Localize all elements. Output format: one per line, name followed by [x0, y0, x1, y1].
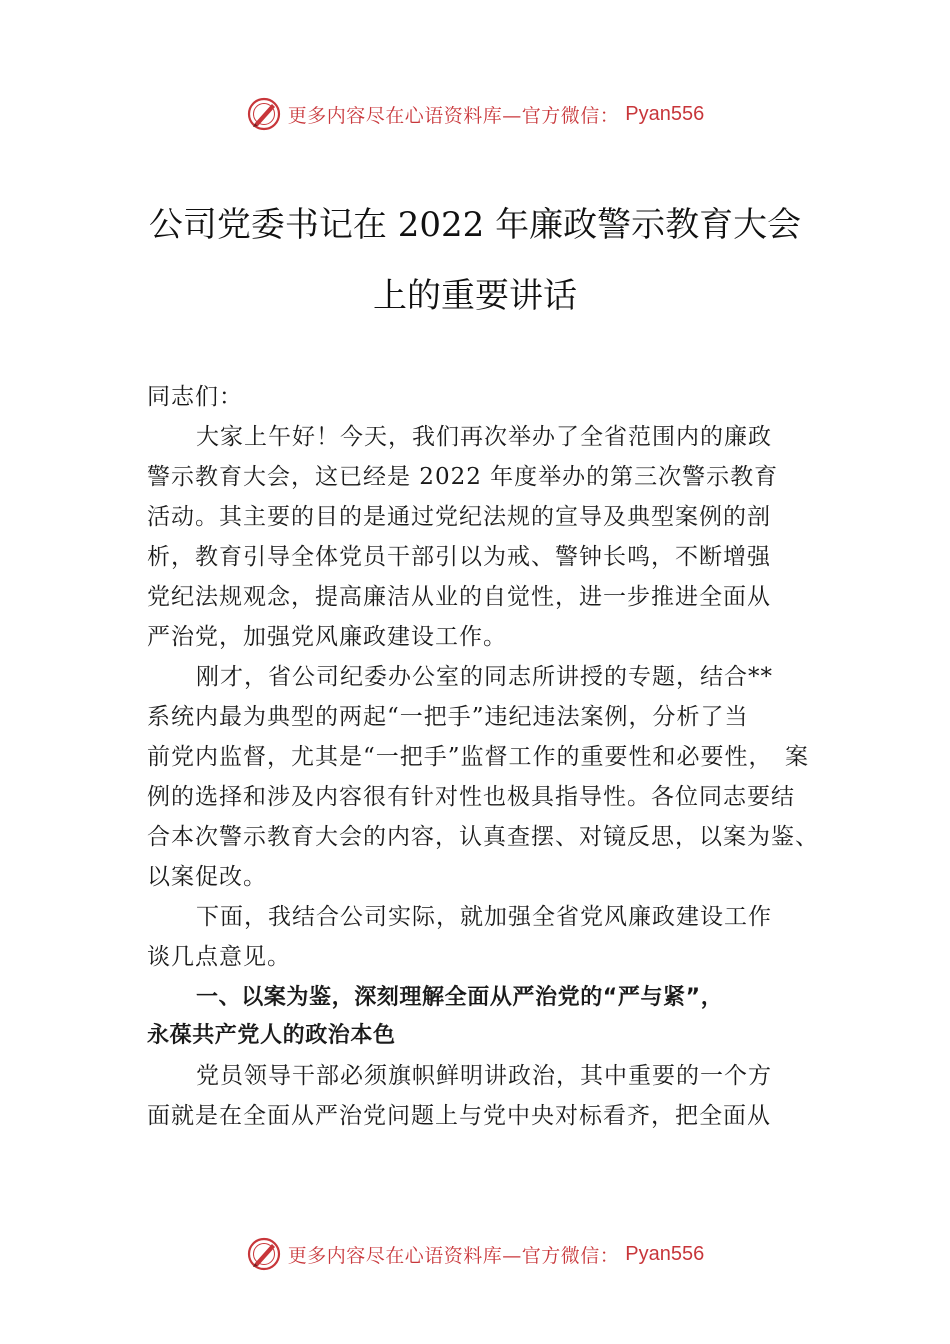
body-line: 刚才，省公司纪委办公室的同志所讲授的专题，结合**: [196, 664, 773, 690]
body-line: 党纪法规观念，提高廉洁从业的自觉性，进一步推进全面从: [147, 584, 771, 610]
watermark-wechat-id: Pyan556: [625, 1242, 705, 1265]
body-line: 大家上午好！今天，我们再次举办了全省范围内的廉政: [196, 424, 772, 450]
body-line: 合本次警示教育大会的内容，认真查摆、对镜反思，以案为鉴、: [147, 824, 819, 850]
body-line: 党员领导干部必须旗帜鲜明讲政治，其中重要的一个方: [196, 1063, 772, 1089]
body-line: 前党内监督，尤其是“一把手”监督工作的重要性和必要性， 案: [147, 744, 810, 770]
salutation: 同志们：: [147, 384, 243, 410]
watermark-text: 更多内容尽在心语资料库—官方微信：: [287, 104, 620, 127]
body-line: 谈几点意见。: [147, 944, 291, 970]
section-heading-line-2: 永葆共产党人的政治本色: [147, 1023, 396, 1048]
section-heading-line-1: 一、以案为鉴，深刻理解全面从严治党的“严与紧”，: [196, 985, 724, 1010]
body-line: 活动。其主要的目的是通过党纪法规的宣导及典型案例的剖: [147, 504, 771, 530]
document-title-line-1: 公司党委书记在 2022 年廉政警示教育大会: [148, 205, 802, 245]
body-line: 下面，我结合公司实际，就加强全省党风廉政建设工作: [196, 904, 772, 930]
body-line: 例的选择和涉及内容很有针对性也极具指导性。各位同志要结: [147, 784, 795, 810]
body-line: 以案促改。: [147, 864, 267, 890]
footer-watermark: [0, 1232, 950, 1276]
body-line: 系统内最为典型的两起“一把手”违纪违法案例，分析了当: [147, 704, 749, 730]
body-line: 析，教育引导全体党员干部引以为戒、警钟长鸣，不断增强: [147, 544, 771, 570]
body-line: 面就是在全面从严治党问题上与党中央对标看齐，把全面从: [147, 1103, 771, 1129]
red-seal-pen-icon: [246, 1236, 282, 1272]
body-line: 严治党，加强党风廉政建设工作。: [147, 624, 507, 650]
header-watermark: [0, 92, 950, 136]
watermark-text: 更多内容尽在心语资料库—官方微信：: [287, 1244, 620, 1267]
body-line: 警示教育大会，这已经是 2022 年度举办的第三次警示教育: [147, 464, 779, 490]
red-seal-pen-icon: [246, 96, 282, 132]
document-title-line-2: 上的重要讲话: [373, 276, 577, 316]
watermark-wechat-id: Pyan556: [625, 102, 705, 125]
